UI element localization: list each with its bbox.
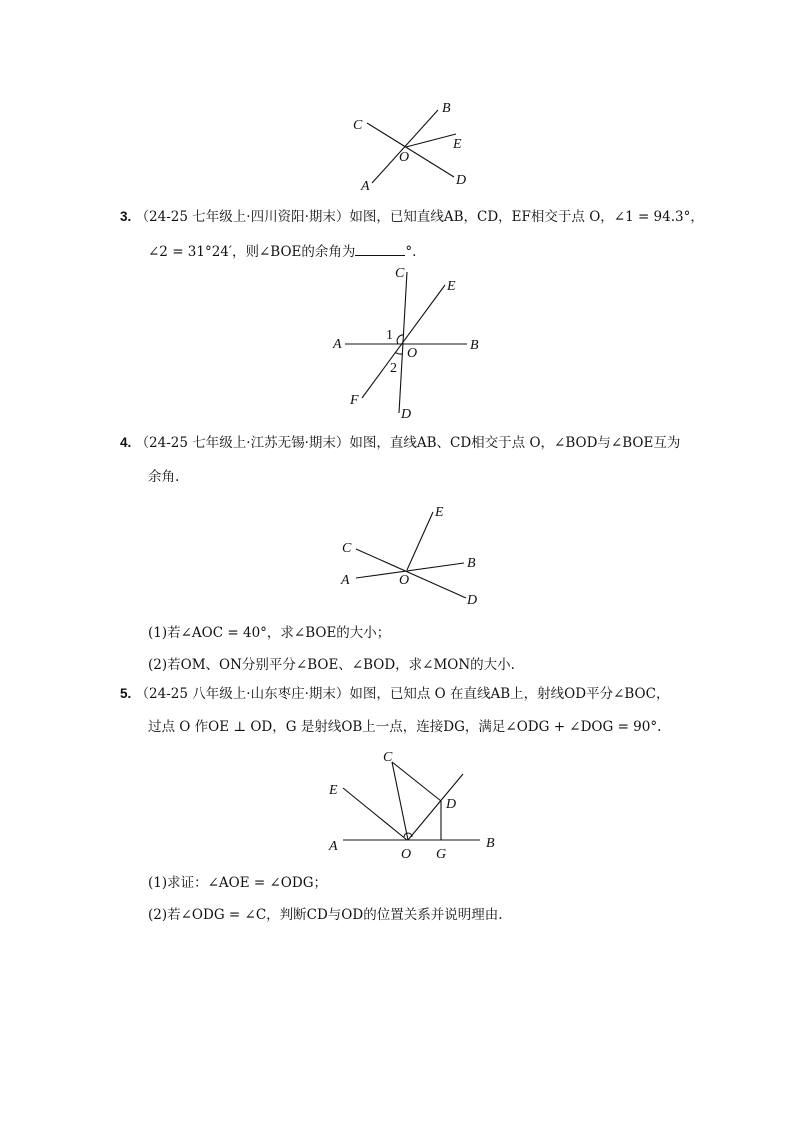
q5-text-line2: 过点 O 作OE ⊥ OD，G 是射线OB上一点，连接DG，满足∠ODG + ∠DOG = 90°. — [148, 719, 662, 735]
q5-line2 — [148, 717, 661, 737]
q4-sub1 — [148, 623, 390, 643]
label-o: O — [399, 150, 410, 165]
label-o: O — [407, 346, 418, 361]
label-c: C — [383, 750, 393, 765]
label-g: G — [436, 847, 447, 862]
q4-source: （24-25 七年级上·江苏无锡·期末） — [135, 435, 350, 451]
q4-sub2 — [148, 655, 515, 675]
label-b: B — [470, 338, 479, 353]
q4-line2 — [148, 467, 179, 487]
line-cd — [367, 123, 454, 177]
line-ab — [356, 563, 464, 578]
label-b: B — [442, 101, 451, 116]
label-e: E — [435, 505, 444, 520]
ray-oe — [407, 512, 433, 570]
q5-sub2 — [148, 905, 502, 925]
q4-number: 4. — [120, 435, 132, 450]
line-cd — [356, 549, 466, 598]
line-ef — [362, 285, 445, 398]
q4-sub1-text: (1)若∠AOC = 40°，求∠BOE的大小； — [148, 625, 391, 641]
q3-source: （24-25 七年级上·四川资阳·期末） — [135, 209, 350, 225]
q5-sub1 — [148, 873, 327, 893]
segment-oe — [343, 788, 407, 840]
ray-oe — [406, 134, 456, 147]
label-d: D — [467, 593, 478, 608]
label-a: A — [333, 337, 342, 352]
q4-sub2-text: (2)若OM、ON分别平分∠BOE、∠BOD，求∠MON的大小. — [148, 657, 515, 673]
q3-answer-blank[interactable] — [355, 241, 405, 256]
q4-text-line2: 余角. — [148, 469, 180, 485]
q5-number: 5. — [120, 686, 132, 701]
label-angle-1: 1 — [386, 328, 393, 343]
label-d: D — [456, 173, 467, 188]
q3-text-line2: ∠2 = 31°24′，则∠BOE的余角为 — [148, 244, 356, 260]
q3-number: 3. — [120, 209, 132, 224]
segment-oc — [392, 762, 408, 840]
q5-sub2-text: (2)若∠ODG = ∠C，判断CD与OD的位置关系并说明理由. — [148, 907, 503, 923]
figure-top — [340, 95, 480, 195]
label-c: C — [395, 266, 405, 281]
q5-text-line1: 如图，已知点 O 在直线AB上，射线OD平分∠BOC， — [349, 686, 670, 702]
label-b: B — [467, 556, 476, 571]
q5-sub1-text: (1)求证：∠AOE = ∠ODG； — [148, 875, 327, 891]
label-angle-2: 2 — [390, 361, 397, 376]
label-e: E — [447, 279, 456, 294]
label-d: D — [401, 407, 412, 422]
q3-text-line1: 如图，已知直线AB，CD，EF相交于点 O，∠1 = 94.3°， — [349, 209, 704, 225]
label-f: F — [350, 393, 359, 408]
q3-text-line2-end: °. — [405, 244, 417, 260]
figure-q5 — [320, 740, 510, 865]
label-e: E — [329, 783, 338, 798]
label-b: B — [486, 836, 495, 851]
q4-line1 — [120, 433, 680, 453]
label-o: O — [401, 847, 412, 862]
label-c: C — [342, 541, 352, 556]
angle-2-arc — [395, 352, 402, 354]
label-o: O — [399, 573, 410, 588]
q5-line1 — [120, 684, 669, 704]
label-d: D — [446, 797, 457, 812]
q3-line1 — [120, 207, 704, 227]
label-a: A — [341, 573, 350, 588]
label-a: A — [329, 839, 338, 854]
q5-source: （24-25 八年级上·山东枣庄·期末） — [135, 686, 350, 702]
figure-q4 — [330, 500, 490, 615]
label-c: C — [353, 118, 363, 133]
figure-q3 — [325, 260, 495, 425]
label-a: A — [361, 179, 370, 194]
q3-line2 — [148, 241, 416, 262]
q4-text-line1: 如图，直线AB、CD相交于点 O，∠BOD与∠BOE互为 — [349, 435, 681, 451]
label-e: E — [453, 137, 462, 152]
